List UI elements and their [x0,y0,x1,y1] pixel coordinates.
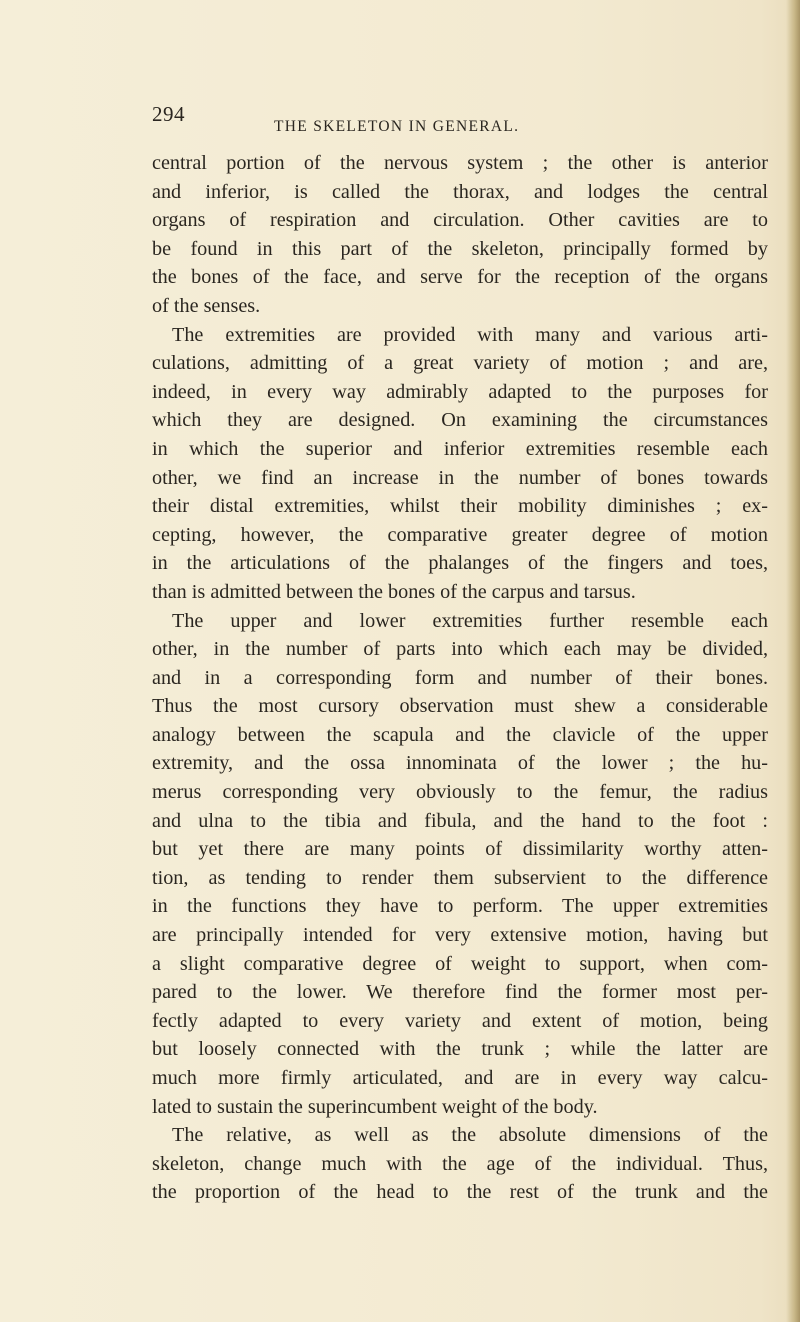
page-header [152,104,772,134]
text-line: extremity, and the ossa innominata of the lower ; the hu- [152,752,768,775]
text-line: indeed, in every way admirably adapted to the purposes for [152,380,768,403]
text-line: and inferior, is called the thorax, and lodges the central [152,180,768,203]
text-line: other, in the number of parts into which each may be divided, [152,638,768,661]
text-line: much more firmly articulated, and are in every way calcu- [152,1067,768,1089]
text-line: of the senses. [152,294,261,317]
text-line: and in a corresponding form and number of their bones. [152,666,768,689]
text-line: other, we find an increase in the number of bones towards [152,466,768,489]
text-line: skeleton, change much with the age of the individual. Thus, [152,1152,768,1175]
body-text [152,149,768,1207]
text-line: lated to sustain the superincumbent weight of the body. [152,1095,598,1118]
text-line: The relative, as well as the absolute dimensions of the [172,1124,768,1147]
text-line: a slight comparative degree of weight to support, when com- [152,952,768,975]
text-line: the proportion of the head to the rest of the trunk and the [152,1181,768,1204]
text-line: tion, as tending to render them subservient to the difference [152,866,768,889]
text-line: The extremities are provided with many and various arti- [172,323,768,346]
text-line: merus corresponding very obviously to the femur, the radius [152,781,768,804]
text-line: pared to the lower. We therefore find the former most per- [152,981,768,1004]
text-line: the bones of the face, and serve for the reception of the organs [152,266,768,289]
text-line: than is admitted between the bones of the carpus and tarsus. [152,580,636,603]
text-line: organs of respiration and circulation. Other cavities are to [152,209,768,232]
text-line: be found in this part of the skeleton, principally formed by [152,237,768,260]
text-line: analogy between the scapula and the clavicle of the upper [152,723,768,746]
running-title: THE SKELETON IN GENERAL. [274,118,520,135]
text-line: but yet there are many points of dissimilarity worthy atten- [152,838,768,861]
text-line: in the articulations of the phalanges of the fingers and toes, [152,552,768,575]
text-line: in the functions they have to perform. The upper extremities [152,895,768,918]
text-line: cepting, however, the comparative greater degree of motion [152,523,768,546]
text-line: fectly adapted to every variety and extent of motion, being [152,1009,768,1032]
text-line: in which the superior and inferior extremities resemble each [152,437,768,460]
text-line: and ulna to the tibia and fibula, and the hand to the foot : [152,809,768,832]
text-line: which they are designed. On examining the circumstances [152,409,768,432]
text-line: their distal extremities, whilst their mobility diminishes ; ex- [152,495,768,518]
text-line: are principally intended for very extensive motion, having but [152,924,768,947]
text-line: The upper and lower extremities further resemble each [172,609,768,632]
text-line: but loosely connected with the trunk ; while the latter are [152,1038,768,1061]
text-line: Thus the most cursory observation must shew a considerable [152,695,768,718]
page-number: 294 [152,102,185,126]
text-line: central portion of the nervous system ; the other is anterior [152,152,768,174]
text-line: culations, admitting of a great variety of motion ; and are, [152,352,768,375]
page-edge-shadow [786,0,800,1322]
